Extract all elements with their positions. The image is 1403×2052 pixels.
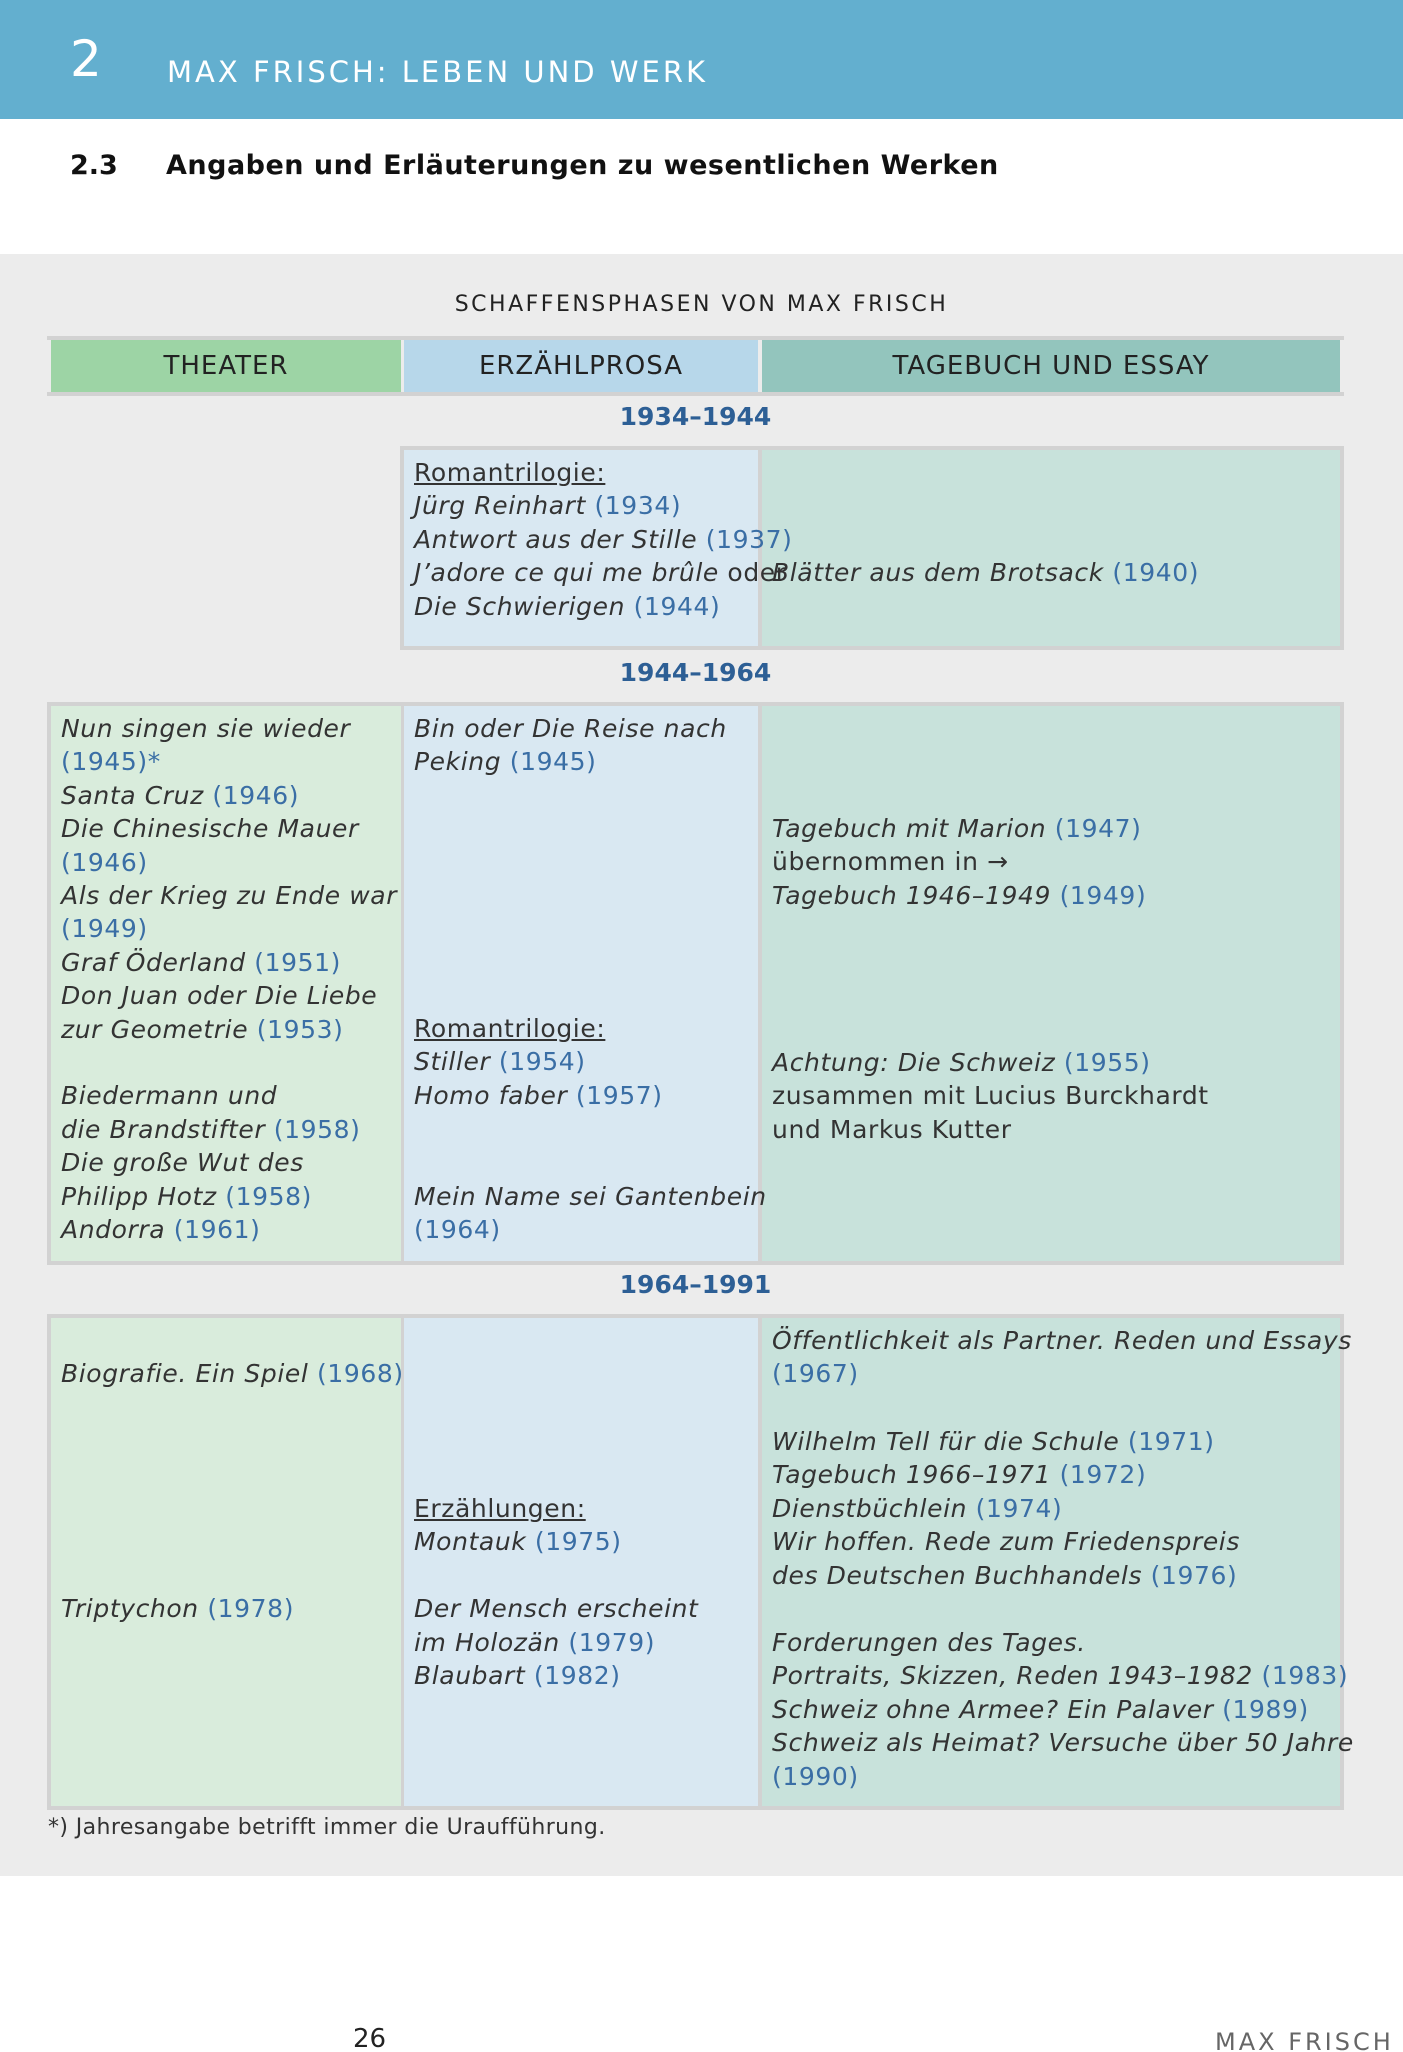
column-header-theater: THEATER <box>51 340 401 392</box>
row-3-prosa-text: Erzählungen: Montauk (1975) Der Mensch erscheint im Holozän (1979) Blaubart (1982) <box>414 1494 699 1691</box>
row-3-tagebuch-text-2: Wilhelm Tell für die Schule (1971) Tagebuch 1966–1971 (1972) Dienstbüchlein (1974) Wir hoffen. Rede zum Friedenspreis des Deutschen Buchhandels (1976) <box>772 1427 1240 1590</box>
row-1-tagebuch-cell <box>762 450 1340 646</box>
page-number: 26 <box>353 2024 387 2052</box>
row-2-tagebuch-cell <box>762 706 1340 1261</box>
row-2-tagebuch-text-2: Achtung: Die Schweiz (1955) zusammen mit Lucius Burckhardt und Markus Kutter <box>772 1048 1209 1144</box>
row-3-theater-text-2: Triptychon (1978) <box>61 1594 295 1623</box>
chapter-number: 2 <box>70 30 102 88</box>
row-1-prosa-text: Romantrilogie: Jürg Reinhart (1934) Antwort aus der Stille (1937) J’adore ce qui me brûle oder Die Schwierigen (1944) <box>414 458 793 621</box>
chapter-title: MAX FRISCH: LEBEN UND WERK <box>167 55 709 89</box>
table-title: SCHAFFENSPHASEN VON MAX FRISCH <box>454 292 949 317</box>
period-label-3: 1964–1991 <box>619 1270 772 1299</box>
section-title: Angaben und Erläuterungen zu wesentlichen Werken <box>166 150 999 181</box>
row-3-tagebuch-text-1: Öffentlichkeit als Partner. Reden und Essays (1967) <box>772 1326 1352 1389</box>
section-number: 2.3 <box>70 150 118 181</box>
period-label-2: 1944–1964 <box>619 658 772 687</box>
row-3-theater-text-1: Biografie. Ein Spiel (1968) <box>61 1359 404 1388</box>
footer-brand: MAX FRISCH <box>1215 2028 1394 2052</box>
column-header-tagebuch: TAGEBUCH UND ESSAY <box>762 340 1340 392</box>
footnote: *) Jahresangabe betrifft immer die Uraufführung. <box>48 1815 606 1840</box>
period-label-1: 1934–1944 <box>619 402 772 431</box>
header-frame-bottom <box>47 392 1344 396</box>
row-2-prosa-text-1: Bin oder Die Reise nach Peking (1945) <box>414 714 727 777</box>
row-1-tagebuch-text: Blätter aus dem Brotsack (1940) <box>772 558 1200 587</box>
row-2-theater-text: Nun singen sie wieder (1945)* Santa Cruz (1946) Die Chinesische Mauer (1946) Als der Krieg zu Ende war (1949) Graf Öderland (1951) Don Juan oder Die Liebe zur Geometrie (1953) Biedermann und die Brandstifter (1958) Die große Wut des Philipp Hotz (1958) Andorra (1961) <box>61 714 398 1245</box>
row-2-prosa-cell <box>404 706 758 1261</box>
row-2-prosa-text-3: Mein Name sei Gantenbein (1964) <box>414 1182 767 1245</box>
row-2-tagebuch-text-1: Tagebuch mit Marion (1947) übernommen in → Tagebuch 1946–1949 (1949) <box>772 814 1147 910</box>
arrow-right-icon: → <box>987 847 1009 877</box>
row-2-prosa-text-2: Romantrilogie: Stiller (1954) Homo faber (1957) <box>414 1014 663 1110</box>
row-3-theater-cell <box>51 1318 401 1806</box>
column-header-prosa: ERZÄHLPROSA <box>404 340 758 392</box>
row-3-tagebuch-text-3: Forderungen des Tages. Portraits, Skizzen, Reden 1943–1982 (1983) Schweiz ohne Armee? Ein Palaver (1989) Schweiz als Heimat? Versuche über 50 Jahre (1990) <box>772 1628 1354 1791</box>
header-frame-top <box>47 336 1344 340</box>
